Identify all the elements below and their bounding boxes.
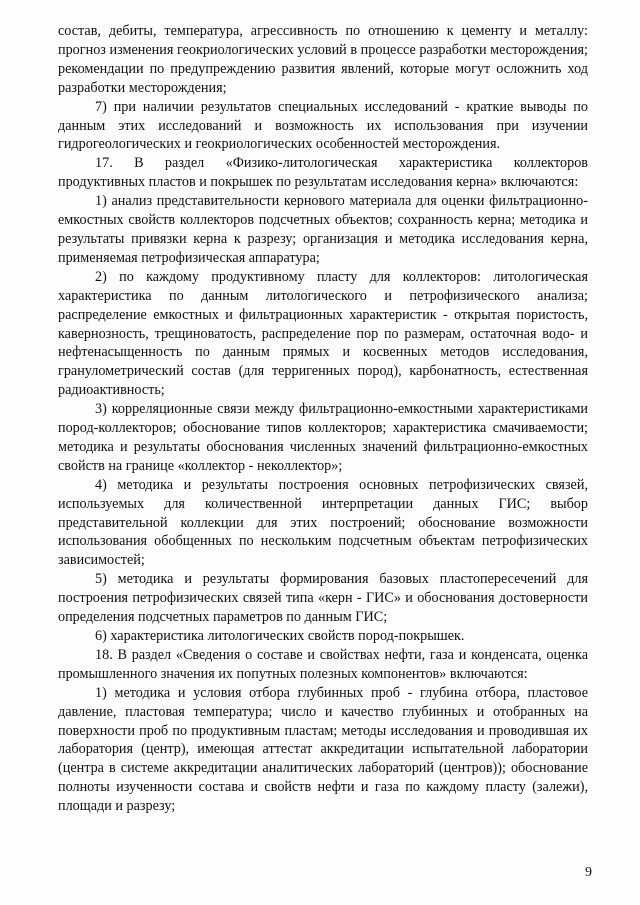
paragraph-item-1-sampling: 1) методика и условия отбора глубинных проб - глубина отбора, пластовое давление, пластовая температура; число и качество глубинных и отобранных на поверхности проб по продуктивным пластам; методы исследования и проводившая их лаборатория (центр), имеющая аттестат аккредитации испытательной лаборатории (центра в системе аккредитации аналитических лабораторий (центров)); обоснование полноты изученности состава и свойств нефти и газа по каждому пласту (залежи), площади и разрезу;	[58, 684, 588, 815]
paragraph-section-18: 18. В раздел «Сведения о составе и свойствах нефти, газа и конденсата, оценка промышленного значения их попутных полезных компонентов» включаются:	[58, 646, 588, 682]
page-number: 9	[585, 865, 592, 880]
paragraph-item-2: 2) по каждому продуктивному пласту для коллекторов: литологическая характеристика по данным литологического и петрофизического анализа; распределение емкостных и фильтрационных характеристик - открытая пористость, кавернозность, трещиноватость, распределение пор по размерам, остаточная водо- и нефтенасыщенность по данным прямых и косвенных методов исследования, гранулометрический состав (для терригенных пород), карбонатность, естественная радиоактивность;	[58, 268, 588, 399]
paragraph-item-5: 5) методика и результаты формирования базовых пластопересечений для построения петрофизических связей типа «керн - ГИС» и обоснования достоверности определения подсчетных параметров по данным ГИС;	[58, 571, 588, 626]
paragraph-item-1: 1) анализ представительности кернового материала для оценки фильтрационно-емкостных свойств коллекторов подсчетных объектов; сохранность керна; методика и результаты привязки керна к разрезу; организация и методика исследования керна, применяемая петрофизическая аппаратура;	[58, 193, 588, 266]
paragraph-item-7: 7) при наличии результатов специальных исследований - краткие выводы по данным этих исследований и возможность их использования при изучении гидрогеологических и геокриологических особенностей месторождения.	[58, 98, 588, 153]
paragraph-item-3: 3) корреляционные связи между фильтрационно-емкостными характеристиками пород-коллекторов; обоснование типов коллекторов; характеристика смачиваемости; методика и результаты обоснования численных значений фильтрационно-емкостных свойств на границе «коллектор - неколлектор»;	[58, 401, 588, 474]
paragraph-continuation: состав, дебиты, температура, агрессивность по отношению к цементу и металлу: прогноз изменения геокриологических условий в процессе разработки месторождения; рекомендации по предупреждению развития явлений, которые могут осложнить ход разработки месторождения;	[58, 23, 588, 96]
paragraph-item-6: 6) характеристика литологических свойств пород-покрышек.	[95, 628, 465, 644]
paragraph-item-4: 4) методика и результаты построения основных петрофизических связей, используемых для количественной интерпретации данных ГИС; выбор представительной коллекции для этих построений; обоснование возможности использования обобщенных по нескольким подсчетным объектам петрофизических зависимостей;	[58, 476, 588, 569]
paragraph-section-17: 17. В раздел «Физико-литологическая характеристика коллекторов продуктивных пластов и покрышек по результатам исследования керна» включаются:	[58, 155, 588, 191]
document-body	[58, 22, 588, 816]
